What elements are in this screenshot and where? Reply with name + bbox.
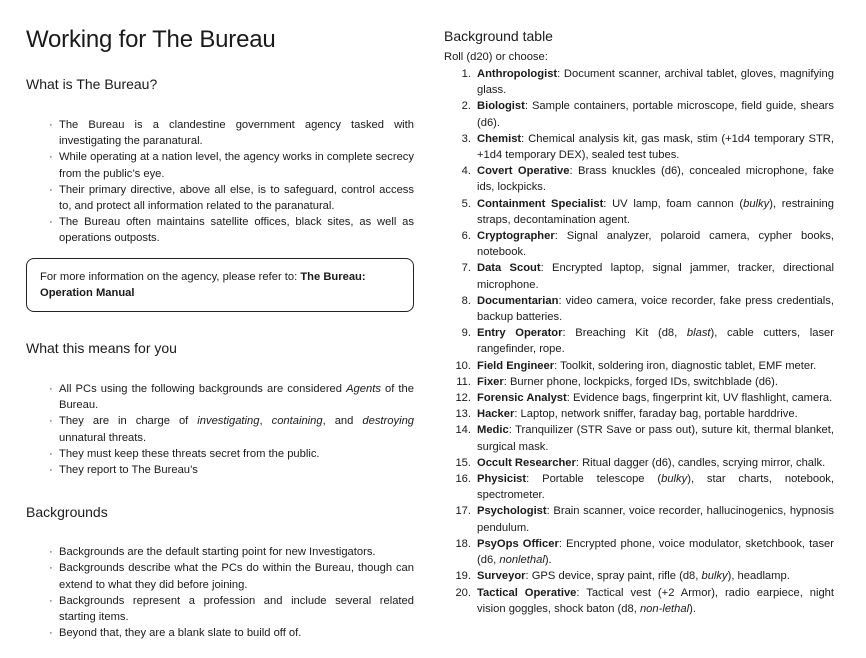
background-name: Tactical Operative (477, 586, 577, 599)
item-number: 10. (455, 359, 471, 372)
item-number: 12. (455, 392, 471, 405)
list-item: · Their primary directive, above all else, is to safeguard, control access to, and protect all information related to the paranatural. (59, 182, 414, 214)
background-items: ). (689, 602, 696, 615)
item-number: 1. (461, 68, 471, 80)
item-number: 8. (461, 294, 471, 307)
background-item (461, 260, 834, 292)
page-title: Working for The Bureau (26, 26, 276, 53)
background-name: Documentarian (477, 294, 559, 307)
table-heading: Background table (444, 28, 553, 44)
left-column (26, 26, 414, 641)
background-name: Forensic Analyst (477, 392, 567, 405)
item-tag: bulky (701, 570, 728, 583)
item-tag: nonlethal (499, 554, 545, 567)
background-name: Biologist (477, 100, 525, 113)
background-name: Occult Researcher (477, 456, 576, 469)
background-item (461, 66, 834, 98)
background-items: ), star charts, notebook, spectrometer. (477, 473, 834, 502)
means-list (26, 381, 414, 478)
background-name: Surveyor (477, 570, 526, 583)
background-items: : Breaching Kit (d8, (562, 327, 687, 340)
background-name: Psychologist (477, 505, 547, 518)
background-items: ), headlamp. (727, 570, 790, 583)
background-items: ), restraining straps, decontamination agent. (477, 197, 834, 226)
callout-text: For more information on the agency, please refer to: (40, 270, 301, 283)
info-callout (26, 258, 414, 312)
background-items: : Document scanner, archival tablet, gloves, magnifying glass. (477, 68, 834, 97)
list-item: · Backgrounds describe what the PCs do within the Bureau, though can extend to what they did before joining. (59, 560, 414, 592)
item-number: 17. (455, 505, 471, 518)
backgrounds-heading: Backgrounds (26, 504, 108, 521)
background-name: Covert Operative (477, 165, 570, 178)
background-items: : Tactical vest (+2 Armor), radio earpiece, night vision goggles, shock baton (d8, (477, 586, 834, 615)
background-items: : Evidence bags, fingerprint kit, UV flashlight, camera. (566, 392, 833, 405)
item-tag: bulky (743, 197, 770, 210)
item-number: 2. (461, 100, 471, 113)
item-number: 5. (461, 197, 471, 210)
list-item: · Backgrounds represent a profession and include several related starting items. (59, 593, 414, 625)
background-items: : Toolkit, soldering iron, diagnostic tablet, EMF meter. (554, 359, 817, 372)
list-item: · They report to The Bureau’s (59, 462, 414, 478)
item-number: 9. (461, 327, 471, 340)
background-items: : Encrypted phone, voice modulator, sketchbook, taser (d6, (477, 537, 834, 567)
background-item (461, 163, 834, 195)
background-item (455, 390, 834, 406)
background-items: : Signal analyzer, polaroid camera, cypher books, notebook. (477, 230, 834, 259)
list-item: · Beyond that, they are a blank slate to build off of. (59, 625, 414, 641)
background-item (456, 374, 834, 390)
what-is-list (26, 117, 414, 247)
item-number: 6. (461, 230, 471, 243)
background-items: : Laptop, network sniffer, faraday bag, portable harddrive. (514, 408, 798, 421)
right-column (444, 28, 834, 617)
background-name: Fixer (477, 375, 504, 388)
background-name: PsyOps Officer (477, 537, 559, 550)
item-tag: blast (686, 327, 711, 340)
background-item (461, 293, 834, 325)
background-name: Containment Specialist (477, 197, 604, 210)
list-item: · The Bureau often maintains satellite offices, black sites, as well as operations outposts. (59, 214, 414, 246)
background-name: Chemist (477, 132, 522, 145)
list-item: · The Bureau is a clandestine government agency tasked with investigating the paranatural. (59, 117, 414, 149)
means-heading: What this means for you (26, 340, 177, 357)
item-number: 15. (455, 456, 471, 469)
item-number: 18. (455, 537, 471, 550)
list-item: · They are in charge of investigating, containing, and destroying unnatural threats. (59, 413, 414, 445)
background-items: : Ritual dagger (d6), candles, scrying mirror, chalk. (575, 456, 826, 469)
background-item (461, 228, 834, 260)
background-item (455, 585, 834, 617)
background-items: : Brass knuckles (d6), concealed microphone, fake ids, lockpicks. (477, 165, 834, 194)
background-items: ). (544, 554, 552, 567)
background-item (461, 325, 834, 357)
background-list (444, 66, 834, 617)
background-name: Anthropologist (477, 68, 558, 80)
list-item: · All PCs using the following backgrounds are considered Agents of the Bureau. (59, 381, 414, 413)
background-item (455, 536, 834, 568)
list-item: · While operating at a nation level, the agency works in complete secrecy from the public’s eye. (59, 149, 414, 181)
background-items: : video camera, voice recorder, fake press credentials, backup batteries. (477, 294, 834, 324)
background-name: Medic (477, 424, 509, 437)
item-number: 13. (455, 408, 471, 421)
background-items: : UV lamp, foam cannon ( (603, 197, 744, 210)
background-item (461, 98, 834, 130)
background-item (455, 422, 834, 454)
item-number: 7. (461, 262, 471, 275)
background-items: : Sample containers, portable microscope, field guide, shears (d6). (477, 100, 834, 129)
background-item (455, 568, 834, 584)
background-item (455, 358, 834, 374)
background-name: Entry Operator (477, 327, 563, 340)
background-name: Hacker (477, 408, 515, 421)
background-items: : Brain scanner, voice recorder, hallucinogenics, hypnosis pendulum. (477, 505, 834, 534)
background-item (455, 455, 834, 471)
background-name: Physicist (477, 473, 527, 486)
background-item (461, 196, 834, 228)
background-items: : Encrypted laptop, signal jammer, tracker, directional microphone. (477, 262, 834, 291)
item-number: 3. (461, 132, 471, 145)
background-item (455, 503, 834, 535)
background-item (461, 131, 834, 163)
item-tag: bulky (661, 473, 688, 486)
background-item (455, 471, 834, 503)
background-item (455, 406, 834, 422)
background-items: : Portable telescope ( (526, 473, 662, 486)
background-items: : Chemical analysis kit, gas mask, stim (+1d4 temporary STR, +1d4 temporary DEX), sealed test tubes. (477, 132, 834, 162)
background-items: : GPS device, spray paint, rifle (d8, (525, 570, 702, 583)
background-items: ), cable cutters, laser rangefinder, rope. (477, 327, 834, 356)
backgrounds-list (26, 544, 414, 641)
what-is-heading: What is The Bureau? (26, 76, 158, 92)
item-number: 14. (455, 424, 471, 437)
roll-instruction: Roll (d20) or choose: (444, 51, 548, 63)
item-number: 16. (455, 473, 471, 486)
item-tag: non-lethal (639, 602, 690, 615)
background-name: Cryptographer (477, 230, 555, 243)
background-items: : Tranquilizer (STR Save or pass out), suture kit, thermal blanket, surgical mask. (477, 424, 834, 453)
background-name: Field Engineer (477, 359, 555, 372)
item-number: 11. (456, 375, 471, 388)
background-items: : Burner phone, lockpicks, forged IDs, switchblade (d6). (503, 375, 778, 388)
item-number: 4. (461, 165, 471, 178)
list-item: · They must keep these threats secret from the public. (59, 446, 414, 462)
item-number: 20. (455, 586, 471, 599)
list-item: · Backgrounds are the default starting point for new Investigators. (59, 544, 414, 560)
manual-reference: The Bureau: Operation Manual (40, 270, 366, 299)
background-name: Data Scout (477, 262, 541, 275)
item-number: 19. (455, 570, 471, 583)
